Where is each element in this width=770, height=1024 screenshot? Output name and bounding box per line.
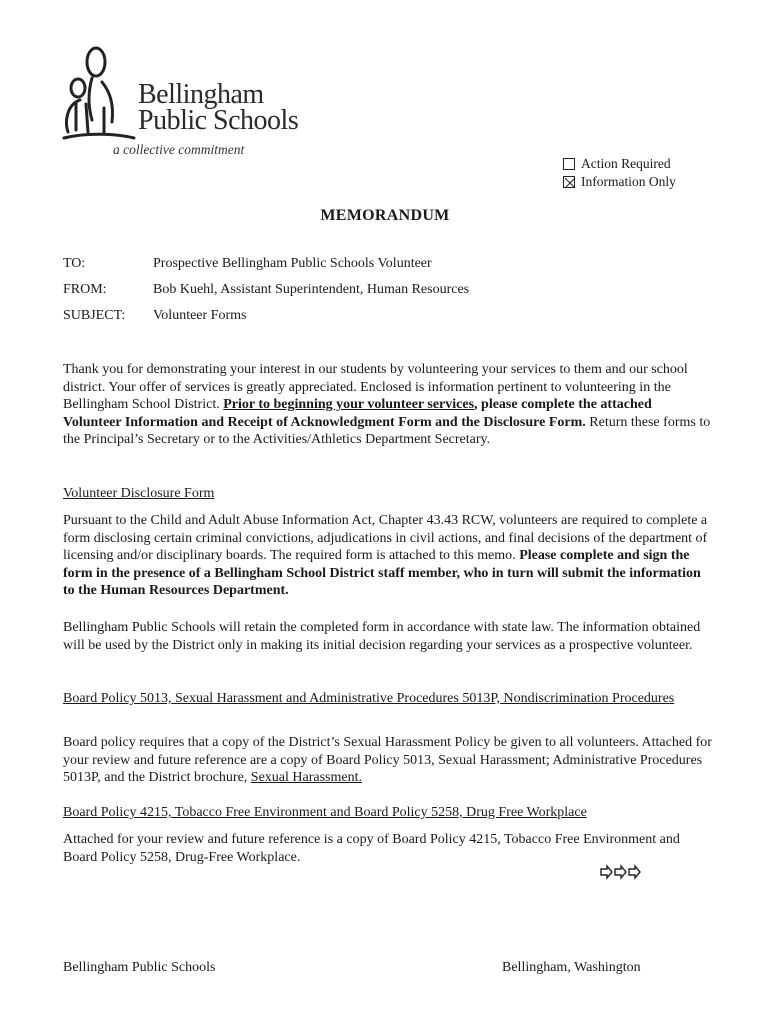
intro-paragraph [63,361,713,449]
from-value: Bob Kuehl, Assistant Superintendent, Human Resources [153,282,470,297]
to-label: TO: [63,256,86,271]
intro-emphasis: Prior to beginning your volunteer services [223,397,475,413]
policy-4215-heading: Board Policy 4215, Tobacco Free Environment and Board Policy 5258, Drug Free Workplace [63,805,587,820]
logo-name-line1: Bellingham [138,79,264,110]
intro-return-text: Return these forms to the Principal’s Secretary or to the Activities/Athletics Department Secretary. [63,414,711,448]
district-logo [58,42,318,160]
policy-5013-text: Board policy requires that a copy of the District’s Sexual Harassment Policy be given to all volunteers. Attached for your review and future reference are a copy of Board Policy 5013, Sexual Harassment; Administrative Procedures 5013P, and the District brochure, [63,735,712,786]
policy-4215-paragraph: Attached for your review and future reference is a copy of Board Policy 4215, Tobacco Free Environment and Board Policy 5258, Drug-Free Workplace. [63,832,680,865]
checkbox-x-icon [564,177,576,189]
information-only-checkbox[interactable] [563,176,575,188]
footer-left: Bellingham Public Schools [63,960,216,975]
information-only-label: Information Only [581,174,676,189]
action-required-label: Action Required [581,156,671,171]
policy-5013-paragraph [63,734,713,787]
to-value: Prospective Bellingham Public Schools Volunteer [153,256,432,271]
action-required-option[interactable] [563,155,676,173]
disclosure-paragraph [63,512,713,600]
intro-instruction: , please complete the attached Volunteer Information and Receipt of Acknowledgment Form and the Disclosure Form. [63,397,652,430]
subject-value: Volunteer Forms [153,308,247,323]
policy-5013-heading: Board Policy 5013, Sexual Harassment and Administrative Procedures 5013P, Nondiscrimination Procedures [63,691,675,706]
logo-tagline: a collective commitment [113,142,245,157]
sexual-harassment-brochure: Sexual Harassment. [250,770,362,786]
memo-title: MEMORANDUM [320,207,450,224]
retention-paragraph: Bellingham Public Schools will retain the completed form in accordance with state law. The information obtained will be used by the District only in making its initial decision regarding your services as a prospective volunteer. [63,620,701,653]
from-label: FROM: [63,282,107,297]
disclosure-heading: Volunteer Disclosure Form [63,486,215,501]
logo-name-line2: Public Schools [138,105,299,136]
disclosure-text: Pursuant to the Child and Adult Abuse Information Act, Chapter 43.43 RCW, volunteers are required to complete a form disclosing certain criminal convictions, adjudications in civil actions, and final decisions of the department of licensing and/or disciplinary boards. The required form is attached to this memo. [63,513,708,564]
information-only-option[interactable] [563,173,676,191]
footer-right: Bellingham, Washington [502,960,641,975]
memo-type-checkboxes [563,155,676,191]
intro-text: Thank you for demonstrating your interest in our students by volunteering your services to them and our school district. Your offer of services is greatly appreciated. Enclosed is information pertinent to volunteering in the Bellingham School District. [63,362,688,413]
subject-label: SUBJECT: [63,308,126,323]
disclosure-instruction: Please complete and sign the form in the presence of a Bellingham School District staff member, who in turn will submit the information to the Human Resources Department. [63,548,701,599]
action-required-checkbox[interactable] [563,158,575,170]
right-arrows-icon [600,864,642,885]
logo-figures-icon [58,42,138,152]
